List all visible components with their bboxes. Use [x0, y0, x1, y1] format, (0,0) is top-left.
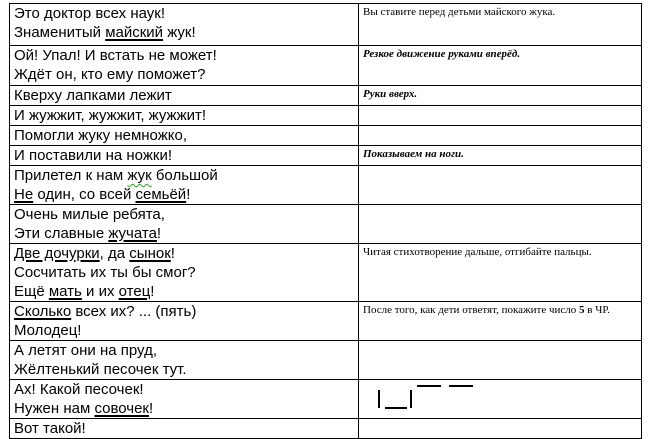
note-cell: После того, как дети ответят, покажите число 5 в ЧР.: [359, 302, 642, 341]
note-cell: [359, 106, 642, 126]
table-row: [10, 4, 642, 46]
verse-cell: [10, 205, 359, 244]
verse-line: Кверху лапками лежит: [14, 87, 172, 104]
poem-table: [9, 3, 642, 439]
verse-line: Не один, со всей семьёй!: [14, 186, 191, 203]
table-row: [10, 46, 642, 86]
table-row: [10, 86, 642, 106]
verse-line: Помогли жуку немножко,: [14, 127, 187, 144]
table-row: [10, 146, 642, 166]
finger-gesture-icon: [363, 380, 641, 416]
verse-cell: [10, 146, 359, 166]
verse-line: Сколько всех их? ... (пять): [14, 303, 197, 320]
note-cell: [359, 380, 642, 419]
verse-cell: [10, 341, 359, 380]
note-cell: [359, 341, 642, 380]
verse-cell: [10, 106, 359, 126]
verse-line: Знаменитый майский жук!: [14, 24, 196, 41]
verse-line: Ой! Упал! И встать не может!: [14, 47, 217, 64]
verse-cell: [10, 4, 359, 46]
verse-cell: [10, 166, 359, 205]
verse-line: Ждёт он, кто ему поможет?: [14, 66, 206, 83]
note-cell: Резкое движение руками вперёд.: [359, 46, 642, 86]
verse-line: И поставили на ножки!: [14, 147, 172, 164]
table-row: [10, 244, 642, 302]
verse-line: Ах! Какой песочек!: [14, 381, 144, 398]
note-cell: Вы ставите перед детьми майского жука.: [359, 4, 642, 46]
note-cell: [359, 166, 642, 205]
verse-line: Сосчитать их ты бы смог?: [14, 264, 196, 281]
verse-line: Жёлтенький песочек тут.: [14, 361, 187, 378]
verse-line: Эти славные жучата!: [14, 225, 162, 242]
note-cell: Руки вверх.: [359, 86, 642, 106]
table-row: [10, 341, 642, 380]
note-cell: Показываем на ноги.: [359, 146, 642, 166]
verse-cell: [10, 46, 359, 86]
verse-line: Нужен нам совочек!: [14, 400, 154, 417]
table-row: [10, 205, 642, 244]
note-cell: [359, 126, 642, 146]
verse-cell: [10, 244, 359, 302]
verse-line: А летят они на пруд,: [14, 342, 157, 359]
verse-line: И жужжит, жужжит, жужжит!: [14, 107, 207, 124]
verse-cell: [10, 126, 359, 146]
verse-line: Молодец!: [14, 322, 82, 339]
verse-line: Очень милые ребята,: [14, 206, 165, 223]
verse-line: Это доктор всех наук!: [14, 5, 166, 22]
table-row: [10, 380, 642, 419]
verse-line: Две дочурки, да сынок!: [14, 245, 175, 262]
verse-cell: [10, 302, 359, 341]
verse-line: Ещё мать и их отец!: [14, 283, 155, 300]
table-row: [10, 106, 642, 126]
verse-cell: [10, 380, 359, 419]
verse-line: Прилетел к нам жук большой: [14, 167, 218, 184]
note-cell: [359, 205, 642, 244]
verse-cell: [10, 86, 359, 106]
table-row: [10, 302, 642, 341]
table-row: [10, 126, 642, 146]
verse-line: Вот такой!: [14, 420, 86, 437]
note-cell: Читая стихотворение дальше, отгибайте пальцы.: [359, 244, 642, 302]
table-row: [10, 166, 642, 205]
